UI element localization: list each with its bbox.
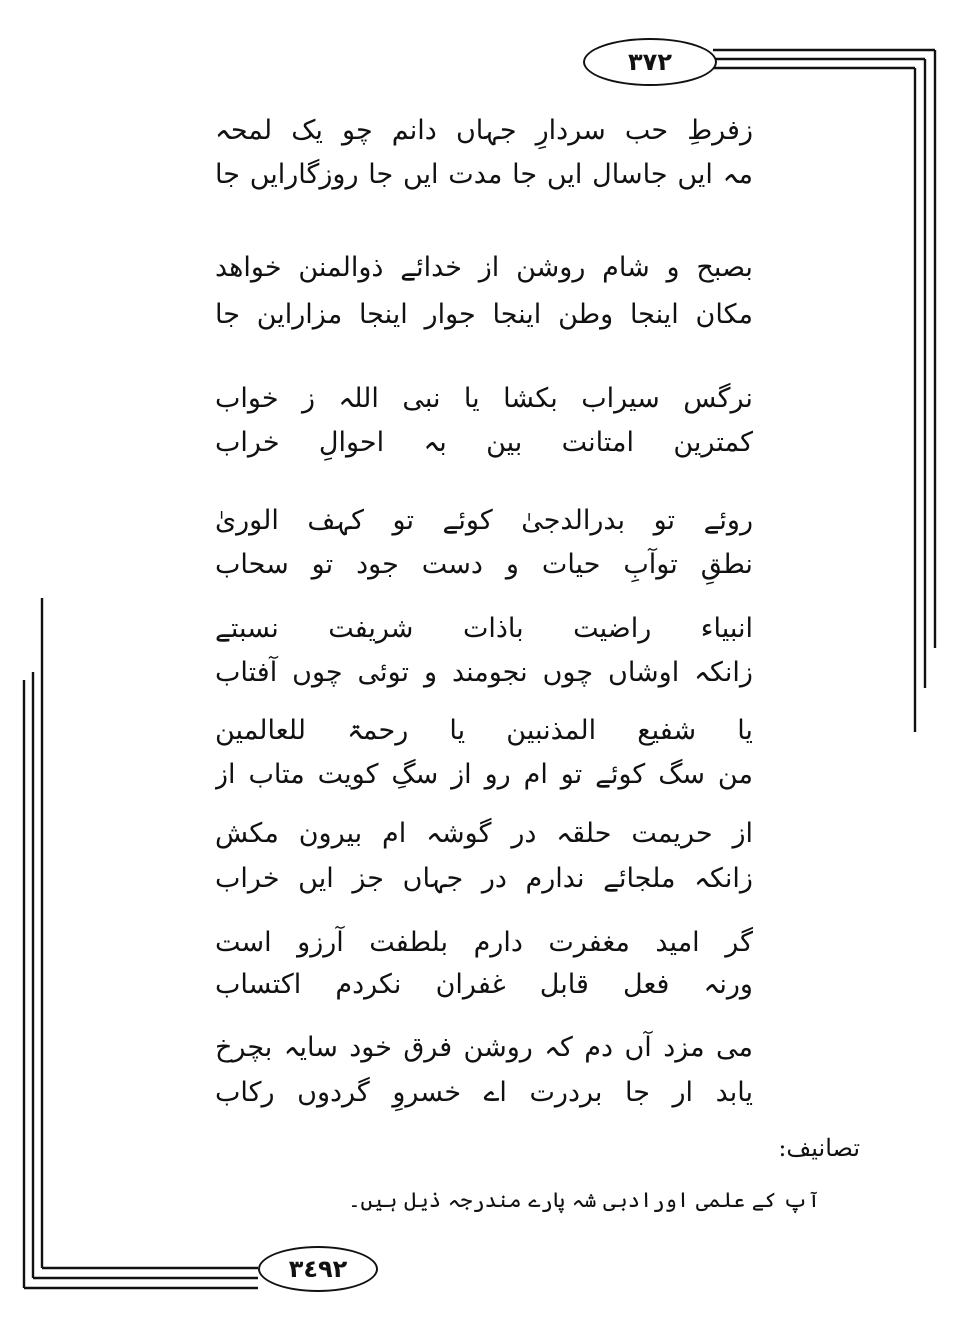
- verse-word: چوں: [292, 657, 343, 688]
- verse-word: دست: [421, 549, 483, 580]
- verse-line: [215, 962, 753, 1008]
- verse-word: رو: [484, 759, 511, 790]
- verse-word: تو: [653, 505, 676, 536]
- verse-word: توئی: [357, 657, 410, 688]
- page-number-bottom: ٣٤٩٢: [258, 1246, 378, 1292]
- verse-word: حلقہ: [556, 818, 612, 849]
- verse-word: از: [732, 818, 753, 849]
- verse-words: [215, 708, 753, 754]
- verse-word: ایں: [677, 159, 713, 190]
- verse-word: زفرطِ: [687, 115, 753, 146]
- verse-word: اینجا: [629, 299, 679, 330]
- verse-word: از: [478, 252, 500, 283]
- verse-word: بیرون: [298, 818, 363, 849]
- verse-word: غفران: [435, 969, 506, 1000]
- verse-line: [215, 920, 753, 966]
- page-number-top: ٣٧٢: [583, 38, 717, 86]
- verse-word: و: [666, 252, 680, 283]
- verse-word: یابد: [715, 1077, 753, 1108]
- verse-word: للعالمین: [215, 715, 306, 746]
- section-heading: تصانیف:: [778, 1134, 860, 1162]
- verse-words: [215, 108, 753, 154]
- verse-word: کہ: [544, 1032, 573, 1063]
- verse-word: ندارم: [525, 863, 585, 894]
- verse-word: دم: [584, 1032, 614, 1063]
- verse-word: وطن: [558, 299, 614, 330]
- verse-word: از: [215, 759, 236, 790]
- verse-word: تو: [311, 549, 334, 580]
- verse-word: بین: [486, 427, 523, 458]
- verse-word: مہ: [722, 159, 753, 190]
- verse-word: اللہ: [338, 383, 379, 414]
- verse-word: ار: [672, 1077, 693, 1108]
- verse-line: [215, 542, 753, 588]
- verse-word: کہف: [307, 505, 365, 536]
- verse-line: [215, 420, 753, 466]
- verse-word: و: [505, 549, 519, 580]
- verse-word: و: [423, 657, 438, 688]
- section-body-line: آپ کے علمی اورادبی شہ پارے مندرجہ ذیل ہیں۔: [348, 1188, 820, 1212]
- verse-line: [215, 650, 753, 696]
- verse-line: [215, 152, 753, 198]
- verse-word: من: [717, 759, 753, 790]
- verse-word: قابل: [539, 969, 589, 1000]
- verse-line: [215, 376, 753, 422]
- verse-word: زانکہ: [694, 657, 753, 688]
- verse-word: روئے: [703, 505, 753, 536]
- verse-word: اکتساب: [215, 969, 302, 1000]
- verse-word: مزاراین: [256, 299, 343, 330]
- verse-word: نبی: [402, 383, 441, 414]
- verse-word: اے: [483, 1077, 507, 1108]
- verse-word: بکشا: [503, 383, 558, 414]
- verse-word: خراب: [215, 427, 280, 458]
- verse-word: فعل: [623, 969, 670, 1000]
- verse-word: مزد: [663, 1032, 705, 1063]
- verse-word: روشن: [516, 252, 586, 283]
- verse-word: مکش: [215, 818, 279, 849]
- verse-word: دارم: [473, 927, 523, 958]
- verse-word: زانکہ: [694, 863, 753, 894]
- verse-word: رکاب: [215, 1077, 275, 1108]
- verse-word: روشن: [463, 1032, 533, 1063]
- verse-word: مدت: [448, 159, 503, 190]
- verse-word: تو: [560, 759, 583, 790]
- verse-word: جا: [215, 159, 240, 190]
- verse-word: نطقِ: [700, 549, 753, 580]
- verse-word: جا: [215, 299, 240, 330]
- verse-word: سیراب: [581, 383, 660, 414]
- verse-word: امتانت: [561, 427, 635, 458]
- verse-word: کویت: [317, 759, 379, 790]
- verse-word: می: [716, 1032, 753, 1063]
- verse-word: کوئے: [595, 759, 646, 790]
- verse-words: [215, 856, 753, 902]
- verse-word: ذوالمنن: [298, 252, 384, 283]
- verse-word: سگ: [658, 759, 705, 790]
- verse-word: بہ: [423, 427, 447, 458]
- verse-word: ام: [523, 759, 548, 790]
- verse-line: [215, 856, 753, 902]
- verse-word: اینجا: [358, 299, 408, 330]
- verse-word: ایں: [298, 863, 334, 894]
- verse-words: [215, 376, 753, 422]
- verse-line: [215, 811, 753, 857]
- verse-word: بصبح: [696, 252, 753, 283]
- verse-word: خدائے: [400, 252, 462, 283]
- verse-word: حریمت: [631, 818, 713, 849]
- verse-word: جا: [624, 1077, 650, 1108]
- verse-line: [215, 752, 753, 798]
- verse-line: [215, 606, 753, 652]
- verse-word: رحمۃ: [347, 715, 409, 746]
- verse-word: جہاں: [402, 863, 464, 894]
- verse-words: [215, 420, 753, 466]
- verse-words: [215, 498, 753, 544]
- verse-word: است: [215, 927, 272, 958]
- verse-line: [215, 108, 753, 154]
- scan-speck: [806, 528, 828, 546]
- verse-word: آں: [624, 1032, 652, 1063]
- verse-word: ز: [301, 383, 316, 414]
- verse-line: [215, 708, 753, 754]
- verse-word: یک: [291, 115, 323, 146]
- verse-word: توآبِ: [623, 549, 678, 580]
- verse-words: [215, 152, 753, 198]
- verse-word: ورنہ: [703, 969, 753, 1000]
- verse-word: کمترین: [673, 427, 753, 458]
- verse-word: در: [511, 818, 537, 849]
- verse-words: [215, 920, 753, 966]
- verse-word: یا: [463, 383, 480, 414]
- verse-word: جہاں: [455, 115, 517, 146]
- verse-line: [215, 292, 753, 338]
- verse-word: سگِ: [391, 759, 439, 790]
- verse-word: خواب: [215, 383, 279, 414]
- verse-word: متاب: [248, 759, 305, 790]
- verse-word: نرگس: [683, 383, 753, 414]
- verse-word: امید: [655, 927, 700, 958]
- verse-word: حیات: [541, 549, 601, 580]
- verse-word: گوشہ: [426, 818, 492, 849]
- verse-word: خود: [349, 1032, 392, 1063]
- verse-line: [215, 245, 753, 291]
- verse-word: بدرالدجیٰ: [521, 505, 626, 536]
- verse-word: نسبتے: [215, 613, 279, 644]
- verse-word: سردارِ: [535, 115, 606, 146]
- verse-word: در: [481, 863, 507, 894]
- verse-word: خواھد: [215, 252, 282, 283]
- verse-word: چوں: [542, 657, 594, 688]
- verse-word: آفتاب: [215, 657, 278, 688]
- verse-words: [215, 650, 753, 696]
- verse-word: جز: [352, 863, 384, 894]
- verse-word: کوئے: [442, 505, 493, 536]
- verse-word: از: [451, 759, 472, 790]
- verse-words: [215, 962, 753, 1008]
- verse-word: جاسال: [592, 159, 668, 190]
- verse-words: [215, 292, 753, 338]
- verse-word: خراب: [215, 863, 280, 894]
- verse-word: یا: [449, 715, 466, 746]
- verse-word: مغفرت: [548, 927, 630, 958]
- verse-word: اینجا: [492, 299, 542, 330]
- verse-word: فرق: [403, 1032, 453, 1063]
- verse-word: ایں: [546, 159, 583, 190]
- verse-word: احوالِ: [318, 427, 385, 458]
- verse-word: ملجائے: [603, 863, 676, 894]
- verse-words: [215, 542, 753, 588]
- verse-word: جا: [368, 159, 394, 190]
- verse-line: [215, 1025, 753, 1071]
- verse-word: بردرت: [529, 1077, 603, 1108]
- verse-word: آرزو: [297, 927, 344, 958]
- verse-word: تو: [392, 505, 415, 536]
- verse-word: المذنبین: [506, 715, 597, 746]
- verse-words: [215, 1025, 753, 1071]
- verse-word: گردوں: [297, 1077, 370, 1108]
- verse-word: جود: [356, 549, 399, 580]
- verse-word: جوار: [424, 299, 476, 330]
- verse-word: بلطفت: [369, 927, 449, 958]
- verse-word: خسروِ: [392, 1077, 462, 1108]
- verse-word: اوشاں: [607, 657, 680, 688]
- verse-word: سایہ: [283, 1032, 338, 1063]
- verse-word: بچرخ: [215, 1032, 273, 1063]
- verse-word: ایں: [402, 159, 439, 190]
- verse-word: جا: [512, 159, 538, 190]
- verse-word: انبیاء: [700, 613, 753, 644]
- verse-word: راضیت: [573, 613, 652, 644]
- verse-word: سحاب: [215, 549, 289, 580]
- verse-word: دانم: [391, 115, 437, 146]
- verse-words: [215, 811, 753, 857]
- verse-word: ام: [382, 818, 407, 849]
- verse-word: نجومند: [451, 657, 528, 688]
- verse-word: مکان: [695, 299, 753, 330]
- verse-word: الوریٰ: [215, 505, 279, 536]
- verse-word: نکردم: [335, 969, 402, 1000]
- verse-word: لمحہ: [215, 115, 273, 146]
- verse-words: [215, 752, 753, 798]
- verse-words: [215, 606, 753, 652]
- verse-word: شریفت: [328, 613, 414, 644]
- verse-word: یا: [737, 715, 753, 746]
- verse-word: چو: [342, 115, 373, 146]
- verse-line: [215, 1070, 753, 1116]
- verse-words: [215, 245, 753, 291]
- verse-word: روزگارایں: [249, 159, 359, 190]
- verse-words: [215, 1070, 753, 1116]
- verse-word: باذات: [462, 613, 524, 644]
- verse-word: شفیع: [637, 715, 697, 746]
- verse-word: گر: [725, 927, 753, 958]
- verse-line: [215, 498, 753, 544]
- verse-word: حب: [624, 115, 669, 146]
- verse-word: شام: [602, 252, 650, 283]
